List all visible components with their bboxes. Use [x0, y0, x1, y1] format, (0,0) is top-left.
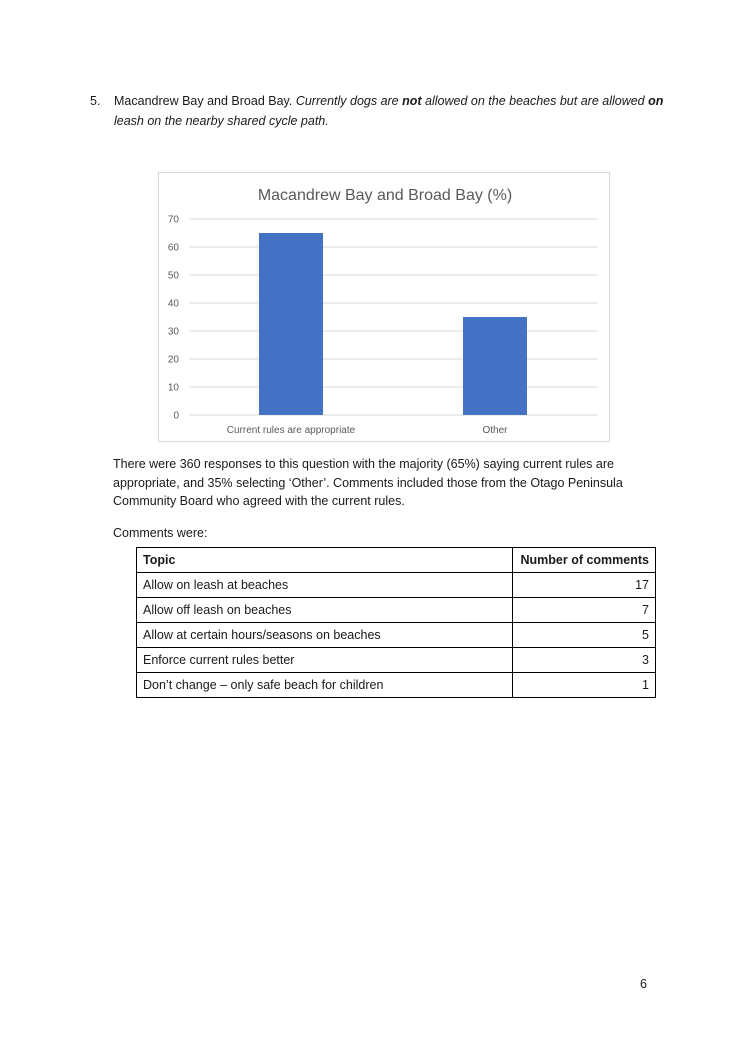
row-count: 7 — [513, 598, 656, 623]
bar-chart — [158, 172, 610, 442]
x-category-label: Current rules are appropriate — [226, 425, 356, 436]
question-note-2: allowed on the beaches but are allowed — [421, 94, 649, 108]
table-row — [137, 623, 656, 648]
question-number: 5. — [90, 94, 101, 108]
y-tick-label: 60 — [167, 242, 179, 254]
summary-paragraph: There were 360 responses to this question with the majority (65%) saying current rules are appropriate, and 35% selecting ‘Other’. Comments included those from the Otago Peninsula Community Board who agreed with the current rules. — [113, 457, 623, 508]
comments-table — [136, 547, 656, 698]
x-category-label: Other — [482, 425, 508, 436]
row-count: 5 — [513, 623, 656, 648]
y-tick-label: 10 — [167, 382, 179, 394]
table-row — [137, 648, 656, 673]
bar-current-rules-are-appropriate — [259, 233, 323, 415]
row-topic: Allow off leash on beaches — [137, 598, 513, 623]
page-number: 6 — [640, 977, 647, 991]
row-topic: Allow at certain hours/seasons on beaches — [137, 623, 513, 648]
y-tick-label: 30 — [167, 326, 179, 338]
table-row — [137, 573, 656, 598]
bar-other — [463, 317, 527, 415]
table-row — [137, 673, 656, 698]
chart-grid — [168, 215, 597, 422]
chart-bars — [259, 233, 527, 415]
header-number-of-comments: Number of comments — [513, 548, 656, 573]
row-topic: Don’t change – only safe beach for children — [137, 673, 513, 698]
comments-label: Comments were: — [113, 526, 208, 540]
question-note-on: on — [648, 94, 664, 108]
question-note-3: leash on the nearby shared cycle path. — [114, 114, 329, 128]
chart-category-labels — [227, 425, 508, 436]
y-tick-label: 70 — [167, 214, 179, 226]
header-topic: Topic — [137, 548, 513, 573]
table-header-row — [137, 548, 656, 573]
row-count: 17 — [513, 573, 656, 598]
table-row — [137, 598, 656, 623]
question-note-not: not — [402, 94, 422, 108]
row-count: 3 — [513, 648, 656, 673]
question-title: Macandrew Bay and Broad Bay. — [114, 94, 296, 108]
row-topic: Allow on leash at beaches — [137, 573, 513, 598]
chart-title: Macandrew Bay and Broad Bay (%) — [257, 187, 513, 204]
y-tick-label: 0 — [173, 410, 179, 422]
row-count: 1 — [513, 673, 656, 698]
chart-canvas — [159, 173, 611, 443]
row-topic: Enforce current rules better — [137, 648, 513, 673]
y-tick-label: 40 — [167, 298, 179, 310]
y-tick-label: 20 — [167, 354, 179, 366]
question-note-1: Currently dogs are — [295, 94, 403, 108]
question-text — [114, 91, 670, 131]
y-tick-label: 50 — [167, 270, 179, 282]
